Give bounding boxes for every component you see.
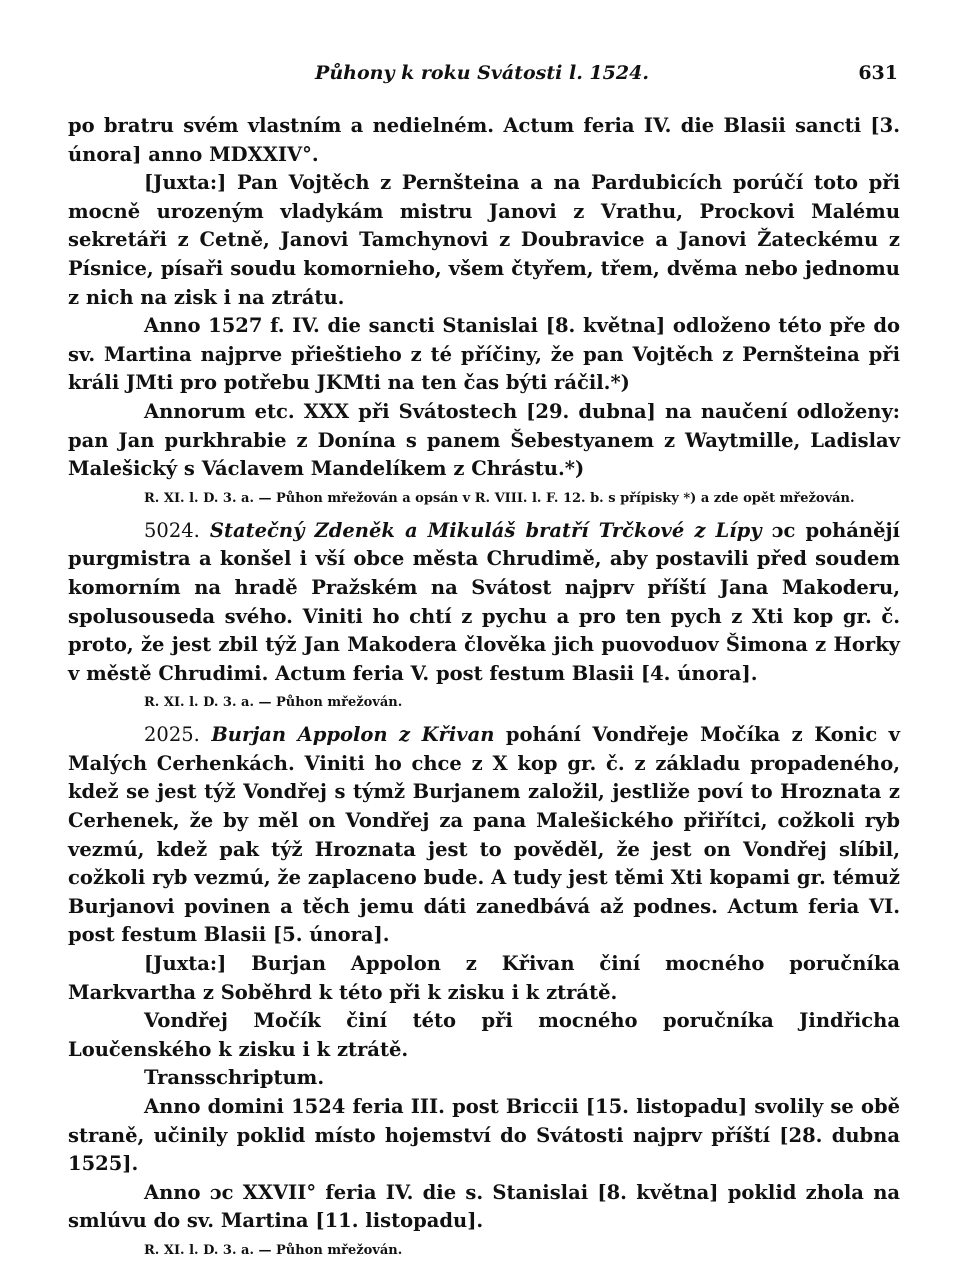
page-body <box>68 112 900 1269</box>
page-header <box>66 62 898 90</box>
archival-note: R. XI. l. D. 3. a. — Půhon mřežován. <box>144 695 403 711</box>
entry-text: pohání Vondřeje Močíka z Konic v Malých Cerhenkách. Viniti ho chce z X kop gr. č. z základu propadeného, kdež se jest týž Vondřej s týmž Burjanem založil, jestliže poví to Hroznata z Cerhenek, že by měl on Vondřej za pana Malešického přiřítci, cožkoli ryb vezmú, kdež pak týž Hroznata jest to pověděl, že jest on Vondřej slíbil, cožkoli ryb vezmú, že zaplaceno bude. A tudy jest těmi Xti kopami gr. témuž Burjanovi povinen a těch jemu dáti zanedbává až podnes. Actum feria VI. post festum Blasii [5. února]. <box>68 723 900 947</box>
annorum-paragraph: Annorum etc. XXX při Svátostech [29. dubna] na naučení odloženy: pan Jan purkhrabie z Donína s panem Šebestyanem z Waytmille, Ladislav Malešický s Václavem Mandelíkem z Chrástu.*) <box>68 399 900 481</box>
entry-number: 2025. <box>144 723 200 747</box>
continuation-paragraph: po bratru svém vlastním a nedielném. Actum feria IV. die Blasii sancti [3. února] anno MDXXIV°. <box>68 114 900 166</box>
proxy-paragraph: Vondřej Močík činí této při mocného poručníka Jindřicha Loučenského k zisku i k ztrátě. <box>68 1009 900 1061</box>
settlement-paragraph: Anno domini 1524 feria III. post Briccii [15. listopadu] svolily se obě straně, učinily poklid místo hojemství do Svátosti najprv příští [28. dubna 1525]. <box>68 1095 900 1176</box>
entry-2025 <box>68 721 900 950</box>
entry-number: 5024. <box>144 518 200 542</box>
transschriptum-heading: Transschriptum. <box>144 1066 325 1090</box>
juxta-paragraph: [Juxta:] Pan Vojtěch z Pernšteina a na Pardubicích porúčí toto při mocně urozeným vladykám mistru Janovi z Vrathu, Prockovi Malému sekretáři z Cetně, Janovi Tamchynovi z Doubravice a Janovi Žateckému z Písnice, písaři soudu komornieho, všem čtyřem, třem, dvěma nebo jednomu z nich na zisk i na ztrátu. <box>68 171 900 309</box>
running-title: Půhony k roku Svátosti l. 1524. <box>315 62 649 84</box>
settlement-paragraph: Anno ɔc XXVII° feria IV. die s. Stanislai [8. května] poklid zhola na smlúvu do sv. Martina [11. listopadu]. <box>68 1180 900 1233</box>
juxta-paragraph: [Juxta:] Burjan Appolon z Křivan činí mocného poručníka Markvartha z Soběhrd k této při k zisku i k ztrátě. <box>68 952 900 1004</box>
archival-note: R. XI. l. D. 3. a. — Půhon mřežován a opsán v R. VIII. l. F. 12. b. s přípisky *) a zde opět mřežován. <box>144 490 855 506</box>
entry-5024 <box>68 517 900 689</box>
postponement-paragraph: Anno 1527 f. IV. die sancti Stanislai [8. května] odloženo této pře do sv. Martina najprve přieštieho z té příčiny, že pan Vojtěch z Pernšteina při králi JMti pro potřebu JKMti na ten čas býti ráčil.*) <box>68 314 900 395</box>
entry-parties: Burjan Appolon z Křivan <box>211 723 495 747</box>
entry-parties: Statečný Zdeněk a Mikuláš bratří Trčkové z Lípy <box>209 518 762 542</box>
page-number: 631 <box>858 62 898 84</box>
entry-text: ɔc pohánějí purgmistra a konšel i vší obce města Chrudimě, aby postavili před soudem komorním na hradě Pražském na Svátost najprv příští Jana Makoderu, spolusouseda svého. Viniti ho chtí z pychu a pro ten pych z Xti kop gr. č. proto, že jest zbil týž Jan Makodera člověka jich puovoduov Šimona z Horky v městě Chrudimi. Actum feria V. post festum Blasii [4. února]. <box>68 518 900 685</box>
archival-note: R. XI. l. D. 3. a. — Půhon mřežován. <box>144 1242 403 1258</box>
